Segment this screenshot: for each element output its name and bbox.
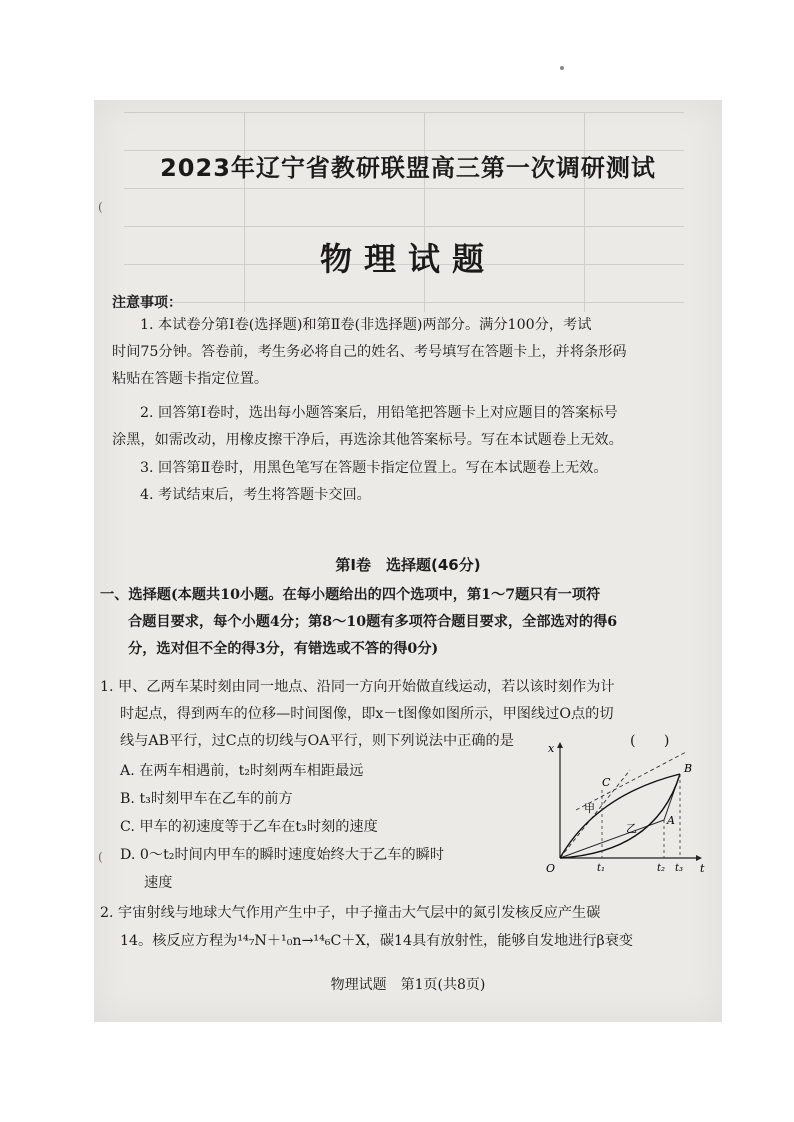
tick-t1: t₁	[597, 863, 606, 874]
option-c: C. 甲车的初速度等于乙车在t₃时刻的速度	[120, 819, 378, 835]
curve-yi-label: 乙	[626, 822, 637, 835]
point-b-label: B	[684, 762, 693, 775]
subject-title: 物理试题	[319, 240, 496, 278]
notice-line: 4. 考试结束后，考生将答题卡交回。	[140, 487, 371, 503]
notice-line: 粘贴在答题卡指定位置。	[112, 371, 269, 387]
x-axis-arrow-icon	[557, 742, 563, 748]
question-2-stem: 14。核反应方程为¹⁴₇N＋¹₀n→¹⁴₆C＋X，碳14具有放射性，能够自发地进行β衰变	[120, 933, 634, 949]
tick-t3: t₃	[675, 863, 684, 874]
margin-mark: (	[98, 200, 103, 214]
x-axis-label: x	[548, 742, 555, 755]
option-d: D. 0～t₂时间内甲车的瞬时速度始终大于乙车的瞬时	[120, 847, 445, 863]
curve-jia-label: 甲	[584, 802, 595, 815]
notice-line: 2. 回答第Ⅰ卷时，选出每小题答案后，用铅笔把答题卡上对应题目的答案标号	[140, 405, 618, 421]
point-c-label: C	[602, 776, 611, 789]
point-a-label: A	[667, 814, 675, 827]
notice-line: 涂黑，如需改动，用橡皮擦干净后，再选涂其他答案标号。写在本试题卷上无效。	[112, 432, 623, 448]
speck	[560, 66, 564, 70]
exam-page	[94, 100, 722, 1022]
section-instruction: 合题目要求，每个小题4分；第8～10题有多项符合题目要求，全部选对的得6	[128, 614, 618, 630]
margin-mark: (	[98, 850, 103, 864]
question-1-stem: 时起点，得到两车的位移—时间图像，即x－t图像如图所示，甲图线过O点的切	[120, 706, 614, 722]
question-2-stem: 2. 宇宙射线与地球大气作用产生中子，中子撞击大气层中的氮引发核反应产生碳	[100, 905, 601, 921]
question-1-stem: 线与AB平行，过C点的切线与OA平行，则下列说法中正确的是	[120, 733, 514, 749]
bleed-through-table	[124, 112, 684, 312]
section-heading: 第Ⅰ卷 选择题(46分)	[335, 556, 481, 574]
t-axis-arrow-icon	[696, 855, 702, 861]
notice-line: 3. 回答第Ⅱ卷时，用黑色笔写在答题卡指定位置上。写在本试题卷上无效。	[140, 460, 608, 476]
t-axis-label: t	[700, 862, 705, 875]
section-instruction: 分，选对但不全的得3分，有错选或不答的得0分)	[128, 641, 439, 657]
page-footer: 物理试题 第1页(共8页)	[330, 977, 486, 993]
tick-t2: t₂	[657, 863, 666, 874]
notice-heading: 注意事项：	[112, 295, 182, 311]
origin-label: O	[546, 862, 556, 875]
section-instruction: 一、选择题(本题共10小题。在每小题给出的四个选项中，第1～7题只有一项符	[100, 587, 601, 603]
option-a: A. 在两车相遇前，t₂时刻两车相距最远	[120, 763, 364, 779]
option-d-continued: 速度	[144, 875, 173, 891]
exam-title: 2023年辽宁省教研联盟高三第一次调研测试	[160, 154, 656, 182]
option-b: B. t₃时刻甲车在乙车的前方	[120, 791, 293, 807]
xt-graph	[536, 740, 706, 880]
notice-line: 1. 本试卷分第Ⅰ卷(选择题)和第Ⅱ卷(非选择题)两部分。满分100分，考试	[140, 317, 592, 333]
notice-line: 时间75分钟。答卷前，考生务必将自己的姓名、考号填写在答题卡上，并将条形码	[112, 344, 627, 360]
answer-blank: ( )	[630, 733, 670, 749]
question-1-stem: 1. 甲、乙两车某时刻由同一地点、沿同一方向开始做直线运动，若以该时刻作为计	[100, 679, 615, 695]
